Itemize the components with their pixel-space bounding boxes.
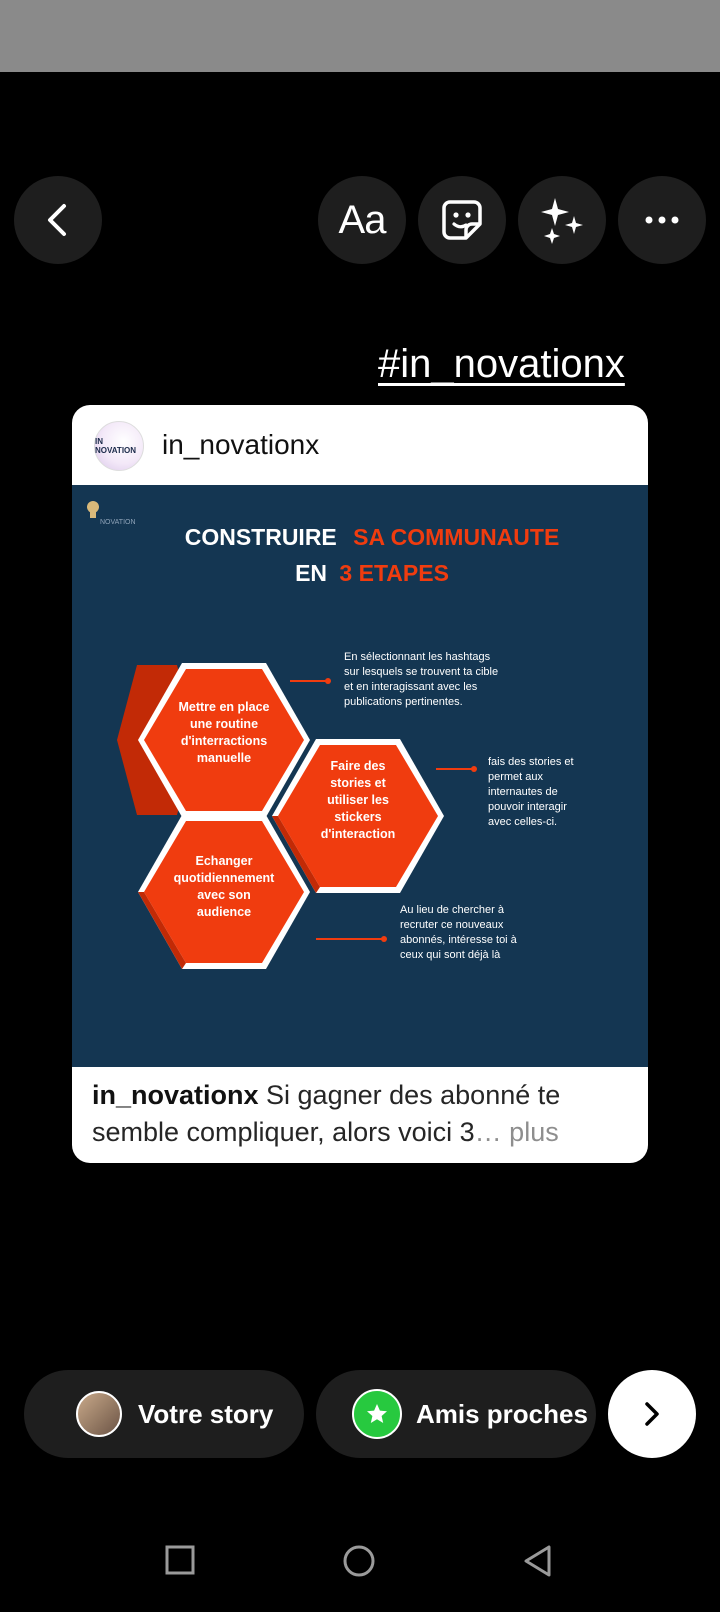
note3-line: ceux qui sont déjà là	[400, 949, 501, 961]
note3-line: recruter ce nouveaux	[400, 919, 504, 931]
note1-line: et en interagissant avec les	[344, 681, 478, 693]
post-caption	[92, 1077, 632, 1151]
hex2-line: stickers	[334, 810, 382, 824]
hex3-line: audience	[196, 905, 252, 919]
hex2-line: stories et	[330, 776, 386, 790]
chevron-right-icon	[640, 1400, 664, 1428]
post-username: in_novationx	[162, 429, 320, 460]
post-header	[72, 405, 648, 485]
post-avatar	[94, 421, 144, 471]
avatar-logo-text: IN NOVATION	[95, 437, 137, 455]
system-nav-bar	[0, 1520, 720, 1612]
chevron-left-icon	[41, 203, 75, 237]
note2-line: internautes de	[488, 786, 558, 798]
star-icon	[352, 1389, 402, 1439]
title-part-en: EN	[295, 560, 328, 586]
title-part-communaute: SA COMMUNAUTE	[353, 524, 560, 550]
infographic-title-line1	[185, 524, 560, 550]
square-icon[interactable]	[164, 1544, 196, 1576]
sticker-button[interactable]	[418, 176, 506, 264]
caption-text: Si gagner des abonné te semble compliquer, alors voici 3	[92, 1080, 561, 1147]
next-button[interactable]	[608, 1370, 696, 1458]
sticker-icon	[440, 198, 484, 242]
infographic-logo-text: NOVATION	[100, 519, 136, 526]
back-button[interactable]	[14, 176, 102, 264]
title-part-construire: CONSTRUIRE	[184, 524, 337, 550]
effects-button[interactable]	[518, 176, 606, 264]
your-story-button[interactable]	[24, 1370, 304, 1458]
hex1-line: Mettre en place	[178, 700, 270, 714]
circle-icon[interactable]	[342, 1544, 376, 1578]
hexagon-2-text	[321, 759, 396, 841]
title-part-etapes: 3 ETAPES	[339, 560, 449, 586]
status-bar	[0, 0, 720, 72]
hex3-line: quotidiennement	[173, 871, 275, 885]
note2-line: permet aux	[488, 771, 544, 783]
hex3-line: Echanger	[195, 854, 253, 868]
close-friends-label: Amis proches	[416, 1398, 588, 1429]
user-avatar	[76, 1391, 122, 1437]
note3-line: abonnés, intéresse toi à	[400, 934, 517, 946]
infographic-title-line2	[295, 560, 449, 586]
hex2-line: d'interaction	[320, 827, 396, 841]
post-infographic	[72, 485, 648, 1067]
triangle-back-icon[interactable]	[522, 1544, 554, 1578]
hex1-line: d'interractions	[180, 734, 268, 748]
hashtag-sticker[interactable]: #in_novationx	[378, 342, 625, 386]
close-friends-button[interactable]	[316, 1370, 596, 1458]
hex2-line: Faire des	[330, 759, 386, 773]
note1-line: sur lesquels se trouvent ta cible	[344, 666, 499, 678]
more-horizontal-icon	[644, 215, 680, 225]
caption-username: in_novationx	[92, 1080, 259, 1110]
note1-line: En sélectionnant les hashtags	[344, 651, 491, 663]
text-tool-button[interactable]	[318, 176, 406, 264]
hex2-line: utiliser les	[327, 793, 389, 807]
note2-line: fais des stories et	[488, 756, 574, 768]
note2-line: pouvoir interagir	[488, 801, 567, 813]
shared-post-card[interactable]	[72, 405, 648, 1163]
hex1-line: une routine	[189, 717, 259, 731]
hex3-line: avec son	[197, 888, 251, 902]
text-tool-label: Aa	[338, 197, 386, 242]
infographic-canvas	[72, 485, 648, 1067]
note1-line: publications pertinentes.	[344, 696, 463, 708]
caption-more-link[interactable]: … plus	[474, 1117, 559, 1147]
sparkles-icon	[538, 196, 586, 244]
hex1-line: manuelle	[196, 751, 252, 765]
note3-line: Au lieu de chercher à	[400, 904, 504, 916]
your-story-label: Votre story	[138, 1398, 274, 1429]
note2-line: avec celles-ci.	[488, 816, 558, 828]
more-button[interactable]	[618, 176, 706, 264]
